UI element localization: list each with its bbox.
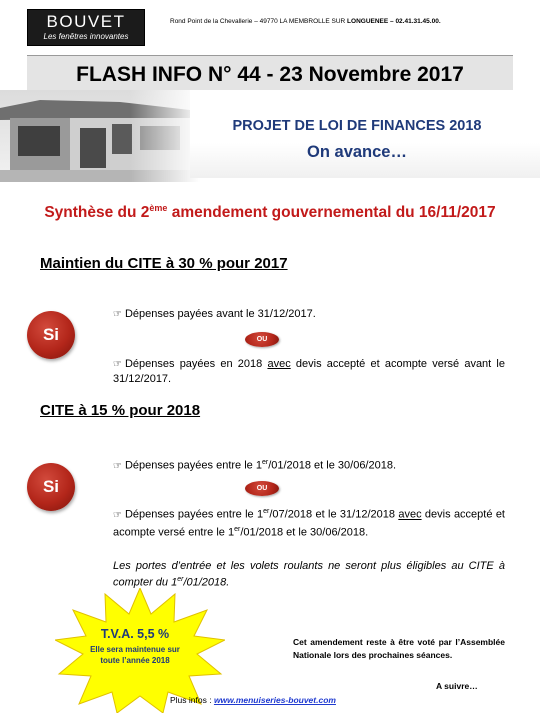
section-cite-15: CITE à 15 % pour 2018 — [40, 402, 201, 419]
address-phone: LONGUENEE – 02.41.31.45.00. — [347, 18, 441, 25]
bouvet-logo — [27, 9, 145, 46]
synthese-part2: amendement gouvernemental du 16/11/2017 — [167, 204, 496, 222]
synthese-part1: Synthèse du 2 — [44, 204, 150, 222]
website-link[interactable]: www.menuiseries-bouvet.com — [213, 695, 336, 705]
ordinal-sup: er — [263, 508, 270, 515]
condition-text: devis accepté et acompte versé avant le 31/12/2017. — [113, 358, 505, 385]
condition-text: Dépenses payées en 2018 — [124, 358, 268, 370]
ordinal-sup: er — [177, 576, 184, 583]
page-title: FLASH INFO N° 44 - 23 Novembre 2017 — [76, 63, 464, 86]
ou-badge: OU — [245, 332, 279, 347]
condition-text: /07/2018 et le 31/12/2018 — [269, 508, 399, 521]
pointing-hand-icon: ☞ — [113, 509, 122, 521]
plus-infos — [170, 695, 336, 705]
condition-item — [113, 307, 505, 322]
address-text: Rond Point de la Chevallerie – 49770 LA MEMBROLLE SUR — [170, 18, 348, 25]
avec-underlined: avec — [398, 508, 422, 521]
company-address — [170, 18, 441, 25]
synthese-sup: ème — [149, 203, 168, 213]
condition-text: devis accepté et acompte versé entre le 1 — [113, 508, 505, 539]
condition-item — [113, 505, 505, 539]
tva-title: T.V.A. 5,5 % — [100, 627, 170, 641]
a-suivre: A suivre… — [436, 681, 478, 691]
amendement-note: Cet amendement reste à être voté par l’Assemblée Nationale lors des prochaines séances. — [293, 637, 505, 660]
pointing-hand-icon: ☞ — [113, 460, 122, 472]
ordinal-sup: er — [234, 525, 241, 533]
si-badge: Si — [27, 463, 75, 511]
condition-item — [113, 456, 505, 474]
condition-text: Dépenses payées entre le 1 — [124, 459, 262, 472]
si-badge: Si — [27, 311, 75, 359]
portes-volets-note — [113, 559, 505, 590]
pointing-hand-icon: ☞ — [113, 309, 122, 320]
logo-name: BOUVET — [46, 12, 126, 31]
pointing-hand-icon: ☞ — [113, 359, 122, 370]
ou-badge: OU — [245, 481, 279, 496]
title-bar — [27, 55, 513, 95]
logo-tagline: Les fenêtres innovantes — [43, 32, 129, 41]
avec-underlined: avec — [267, 358, 291, 370]
banner-panel — [190, 90, 540, 178]
on-avance: On avance… — [307, 143, 407, 161]
section-cite-30: Maintien du CITE à 30 % pour 2017 — [40, 255, 288, 272]
ordinal-sup: er — [261, 459, 269, 466]
plus-infos-label: Plus infos : — [170, 695, 214, 705]
note-text: Les portes d’entrée et les volets roulants ne seront plus éligibles au CITE à compter du 1 — [113, 560, 505, 589]
condition-text: Dépenses payées avant le 31/12/2017. — [124, 308, 316, 320]
tva-subtitle: Elle sera maintenue sur toute l’année 2018 — [90, 645, 180, 665]
projet-loi-finances: PROJET DE LOI DE FINANCES 2018 — [232, 118, 482, 134]
condition-text: Dépenses payées entre le 1 — [124, 508, 264, 521]
note-text: /01/2018. — [183, 576, 230, 589]
condition-item — [113, 357, 505, 386]
condition-text: /01/2018 et le 30/06/2018. — [268, 459, 397, 472]
condition-text: /01/2018 et le 30/06/2018. — [240, 526, 369, 539]
synthese-heading — [40, 199, 500, 222]
